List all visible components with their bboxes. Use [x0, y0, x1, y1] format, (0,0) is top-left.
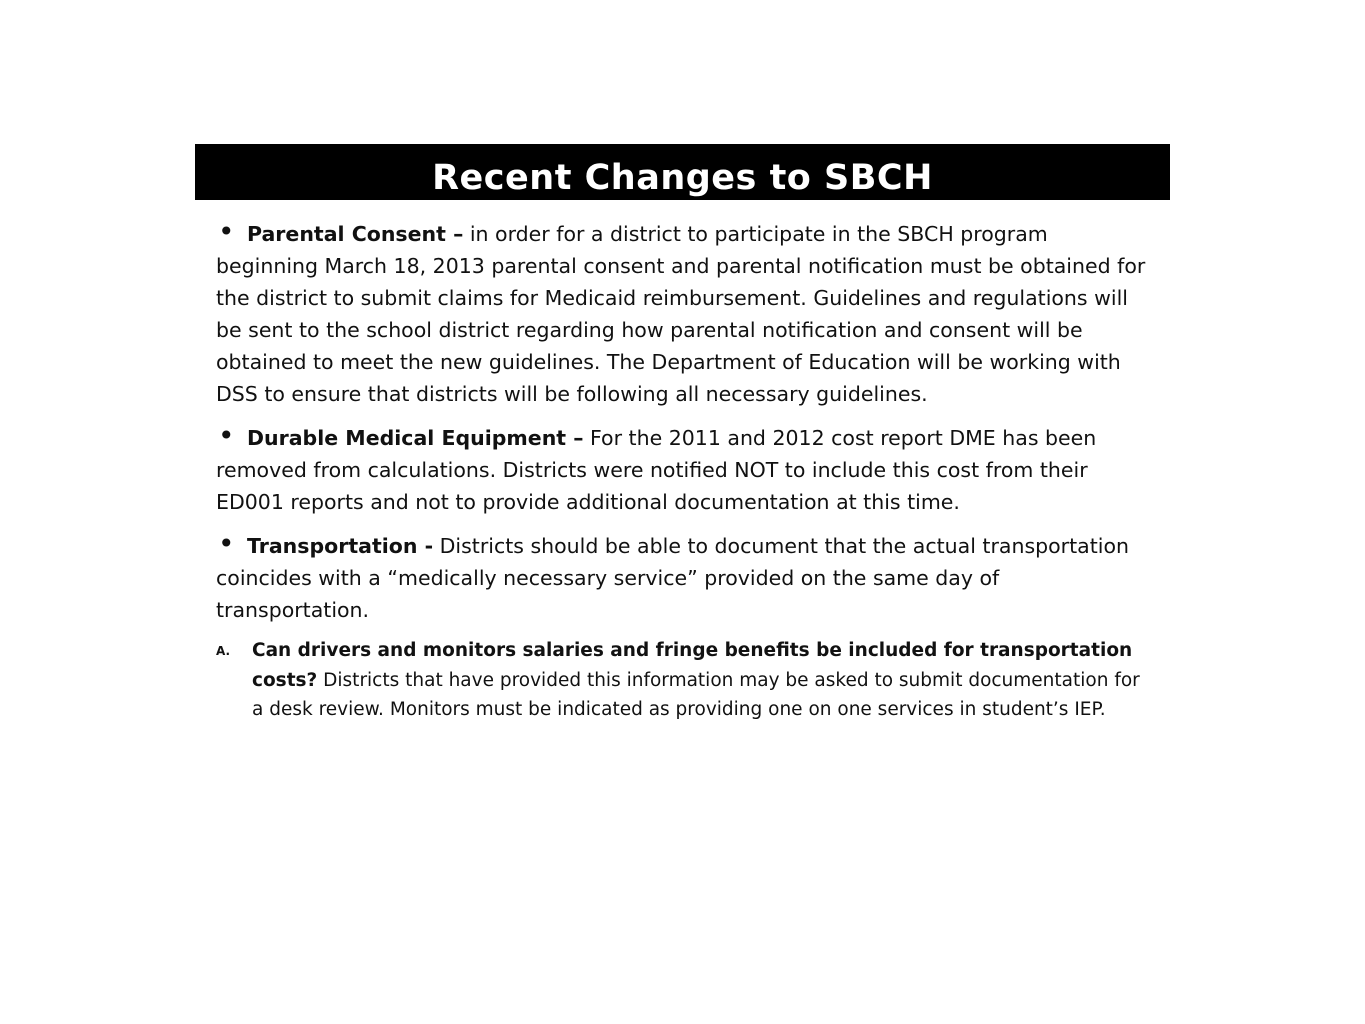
bullet-parental-consent — [216, 215, 1146, 410]
bullet-text: For the 2011 and 2012 cost report DME has been removed from calculations. Districts were notified NOT to include this cost from their ED001 reports and not to provide additional documentation at this time. — [216, 426, 1097, 514]
bullet-lead: Durable Medical Equipment – — [247, 426, 584, 450]
page-title: Recent Changes to SBCH — [432, 158, 933, 198]
bullet-marker: • — [218, 527, 235, 560]
sublist-marker: A. — [216, 644, 231, 658]
bullet-text: Districts should be able to document that the actual transportation coincides with a “medically necessary service” provided on the same day of transportation. — [216, 534, 1129, 622]
bullet-marker: • — [218, 215, 235, 248]
bullet-durable-medical-equipment — [216, 419, 1146, 518]
slide-content — [216, 215, 1146, 727]
bullet-text: in order for a district to participate in the SBCH program beginning March 18, 2013 parental consent and parental notification must be obtained for the district to submit claims for Medicaid reimbursement. Guidelines and regulations will be sent to the school district regarding how parental notification and consent will be obtained to meet the new guidelines. The Department of Education will be working with DSS to ensure that districts will be following all necessary guidelines. — [216, 222, 1146, 406]
bullet-marker: • — [218, 419, 235, 452]
transportation-sublist — [216, 636, 1146, 725]
bullet-lead: Parental Consent – — [247, 222, 464, 246]
bullet-transportation — [216, 527, 1146, 626]
sublist-answer: Districts that have provided this information may be asked to submit documentation for a desk review. Monitors must be indicated as providing one on one services in student’s IEP. — [252, 669, 1140, 720]
sublist-item — [216, 636, 1146, 725]
title-bar — [195, 144, 1170, 200]
bullet-lead: Transportation - — [247, 534, 434, 558]
sublist-question: Can drivers and monitors salaries and fringe benefits be included for transportation costs? — [252, 640, 1133, 691]
